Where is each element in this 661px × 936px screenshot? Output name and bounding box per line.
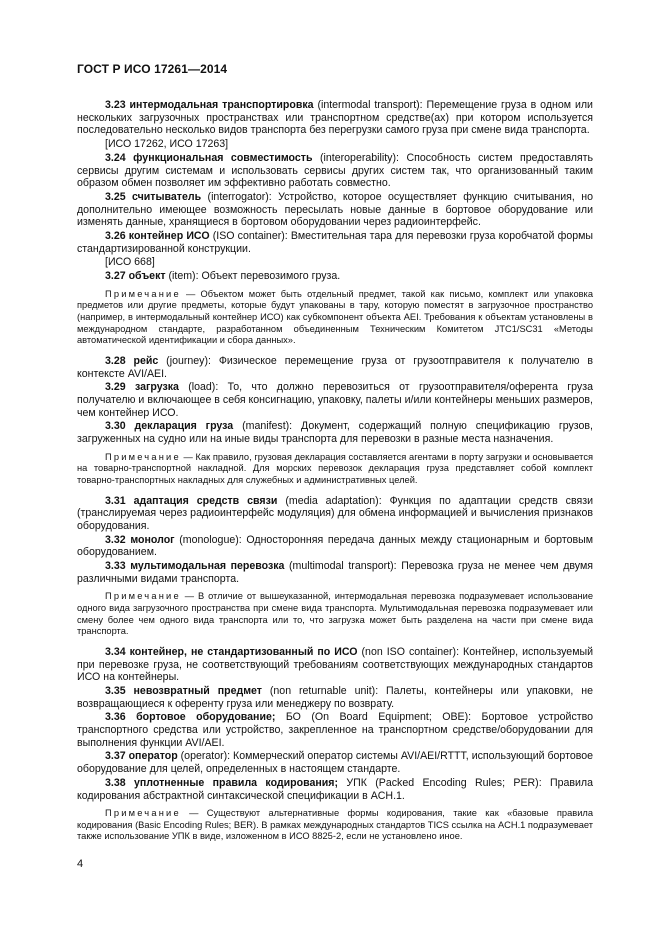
- term-text: (ISO container): Вместительная тара для перевозки груза коробчатой формы стандартизированной конструкции.: [77, 230, 593, 255]
- term-number: 3.24: [105, 151, 126, 164]
- term-name: бортовое оборудование;: [136, 711, 276, 724]
- note-label: Примечание: [105, 288, 181, 299]
- term-number: 3.31: [105, 494, 126, 507]
- term-name: невозвратный предмет: [133, 684, 262, 697]
- note: [77, 808, 593, 843]
- term-text: (monologue): Односторонняя передача данных между стационарным и бортовым оборудованием.: [77, 533, 593, 559]
- term-heading: [105, 750, 178, 762]
- term-definition: [77, 420, 593, 445]
- term-text: (journey): Физическое перемещение груза от грузоотправителя к получателю в контексте AVI/AEI.: [77, 354, 593, 380]
- term-definition: [77, 230, 593, 255]
- term-definition: [77, 534, 593, 559]
- reference: [ИСО 17262, ИСО 17263]: [105, 138, 229, 151]
- term-name: декларация груза: [134, 420, 234, 433]
- term-heading: [105, 152, 312, 164]
- term-text: (non ISO container): Контейнер, используемый при перевозке груза, не соответствующий требованиям соответствующих международных стандартов ИСО на контейнеры.: [77, 645, 594, 684]
- note-text: — В отличие от вышеуказанной, интермодальная перевозка подразумевает использование одного вида загрузочного пространства при смене вида транспорта. Мультимодальная перевозка подразумевает или смену более чем одного вида транспорта или то, что загрузка может быть разделена на части при смене вида транспорта.: [77, 591, 593, 637]
- term-heading: [105, 495, 277, 507]
- term-name: уплотненные правила кодирования;: [134, 776, 338, 789]
- term-definition: [77, 355, 593, 380]
- term-number: 3.36: [105, 711, 126, 724]
- term-text: (load): То, что должно перевозиться от грузоотправителя/оферента груза получателю и включающее в себя консигнацию, упаковку, палеты и/или контейнеры меньших размеров, чем контейнер ИСО.: [77, 381, 593, 419]
- page-number: 4: [77, 858, 84, 870]
- term-heading: [105, 685, 262, 697]
- term-name: адаптация средств связи: [133, 494, 278, 507]
- term-definition: [77, 191, 593, 229]
- term-text: (manifest): Документ, содержащий полную спецификацию грузов, загруженных на судно или на иные виды транспорта для перевозки в разные места назначения.: [77, 420, 593, 446]
- term-heading: [105, 355, 158, 367]
- term-definition: [77, 560, 593, 585]
- term-number: 3.30: [105, 420, 126, 433]
- term-name: интермодальная транспортировка: [129, 99, 314, 111]
- term-number: 3.29: [105, 381, 126, 394]
- note-label: Примечание: [105, 591, 181, 602]
- term-definition: [77, 685, 593, 710]
- term-definition: [77, 99, 593, 137]
- term-heading: [105, 646, 358, 658]
- note-text: — Существуют альтернативные формы кодирования, такие как «базовые правила кодирования (Basic Encoding Rules; BER). В рамках международных стандартов TICS ссылка на ACH.1 подразумевает также использование УПК в виде, изложенном в ИСО 8825-2, если не установлено иное.: [77, 808, 593, 842]
- note: [77, 591, 593, 637]
- term-name: считыватель: [132, 190, 202, 203]
- term-name: объект: [128, 270, 166, 283]
- note-text: — Объектом может быть отдельный предмет, такой как письмо, комплект или упаковка предметов или другие предметы, которые будут упакованы в тару, которую поместят в загрузочное пространство (например, в интермодальный контейнер ИСО) как субкомпонент объекта AEI. Требования к объектам установлены в международном стандарте, разработанном объединенным Техническим Комитетом JTC1/SC31 «Методы автоматической идентификации и сбора данных».: [77, 288, 593, 346]
- term-text: БО (On Board Equipment; OBE): Бортовое устройство транспортного средства или устройство, закрепленное на транспортном средстве/оборудовании для выполнения функции AVI/AEI.: [77, 711, 593, 749]
- term-heading: [105, 230, 210, 242]
- term-name: рейс: [133, 354, 159, 367]
- term-heading: [105, 99, 314, 111]
- term-name: функциональная совместимость: [133, 151, 313, 164]
- term-heading: [105, 420, 233, 432]
- term-text: (interrogator): Устройство, которое осуществляет функцию считывания, но дополнительно имеющее возможность пересылать новые данные в бортовое оборудование или изменять данные, хранящиеся в бортовом оборудовании через радиоинтерфейс.: [77, 190, 593, 229]
- term-name: оператор: [128, 750, 178, 763]
- term-definition: [77, 152, 593, 190]
- term-name: контейнер ИСО: [128, 230, 210, 243]
- term-heading: [105, 534, 175, 546]
- term-number: 3.33: [105, 560, 126, 573]
- term-number: 3.38: [105, 776, 126, 789]
- term-number: 3.25: [105, 190, 126, 203]
- term-number: 3.26: [105, 230, 126, 243]
- term-name: контейнер, не стандартизованный по ИСО: [129, 645, 358, 658]
- note-label: Примечание: [105, 808, 181, 819]
- term-heading: [105, 560, 284, 572]
- term-name: загрузка: [134, 381, 179, 394]
- document-body: [77, 99, 593, 851]
- term-definition: [77, 777, 593, 802]
- term-text: (intermodal transport): Перемещение груза в одном или нескольких загрузочных пространствах или транспортном средстве(ах) при котором используется последовательно несколько видов транспорта без перегрузки самого груза при смене вида транспорта.: [77, 99, 593, 137]
- term-number: 3.35: [105, 684, 126, 697]
- term-definition: [77, 270, 593, 283]
- term-number: 3.23: [105, 99, 126, 111]
- term-text: УПК (Packed Encoding Rules; PER): Правила кодирования абстрактной синтаксической спецификации в ACH.1.: [77, 776, 594, 802]
- term-number: 3.28: [105, 354, 126, 367]
- note: [77, 452, 593, 487]
- term-text: (item): Объект перевозимого груза.: [165, 270, 341, 283]
- term-number: 3.37: [105, 750, 126, 763]
- note: [77, 289, 593, 347]
- term-text: (operator): Коммерческий оператор системы AVI/AEI/RTTT, использующий бортовое оборудование для целей, определенных в настоящем стандарте.: [77, 750, 594, 776]
- term-definition: [77, 381, 593, 419]
- reference: [ИСО 668]: [105, 256, 155, 269]
- document-header: ГОСТ Р ИСО 17261—2014: [77, 62, 228, 76]
- term-definition: [77, 646, 593, 684]
- term-text: (multimodal transport): Перевозка груза не менее чем двумя различными видами транспорта.: [77, 560, 593, 585]
- term-number: 3.32: [105, 533, 126, 546]
- term-definition: [77, 495, 593, 533]
- term-name: монолог: [130, 533, 175, 546]
- term-heading: [105, 270, 166, 282]
- term-heading: [105, 191, 201, 203]
- term-heading: [105, 711, 275, 723]
- term-definition: [77, 750, 593, 775]
- note-text: — Как правило, грузовая декларация составляется агентами в порту загрузки и основывается на товарно-транспортной накладной. Для морских перевозок декларация груза представляет собой комплект товарно-транспортных накладных для служебных и административных целей.: [77, 451, 593, 485]
- term-text: (non returnable unit): Палеты, контейнеры или упаковки, не возвращающиеся к оференту груза или менеджеру по возврату.: [77, 684, 593, 710]
- note-label: Примечание: [105, 451, 181, 462]
- term-number: 3.27: [105, 270, 126, 283]
- term-text: (interoperability): Способность систем предоставлять сервисы другим системам и использовать сервисы других систем так, что организованный таким образом обмен позволяет им эффективно работать совместно.: [77, 151, 593, 190]
- term-definition: [77, 711, 593, 749]
- term-heading: [105, 381, 179, 393]
- term-name: мультимодальная перевозка: [130, 560, 285, 573]
- term-text: (media adaptation): Функция по адаптации средств связи (транслируемая через радиоинтерфейс модуляция) для обмена информацией и вычисления признаков оборудования.: [77, 494, 593, 532]
- term-heading: [105, 777, 338, 789]
- term-number: 3.34: [105, 645, 126, 658]
